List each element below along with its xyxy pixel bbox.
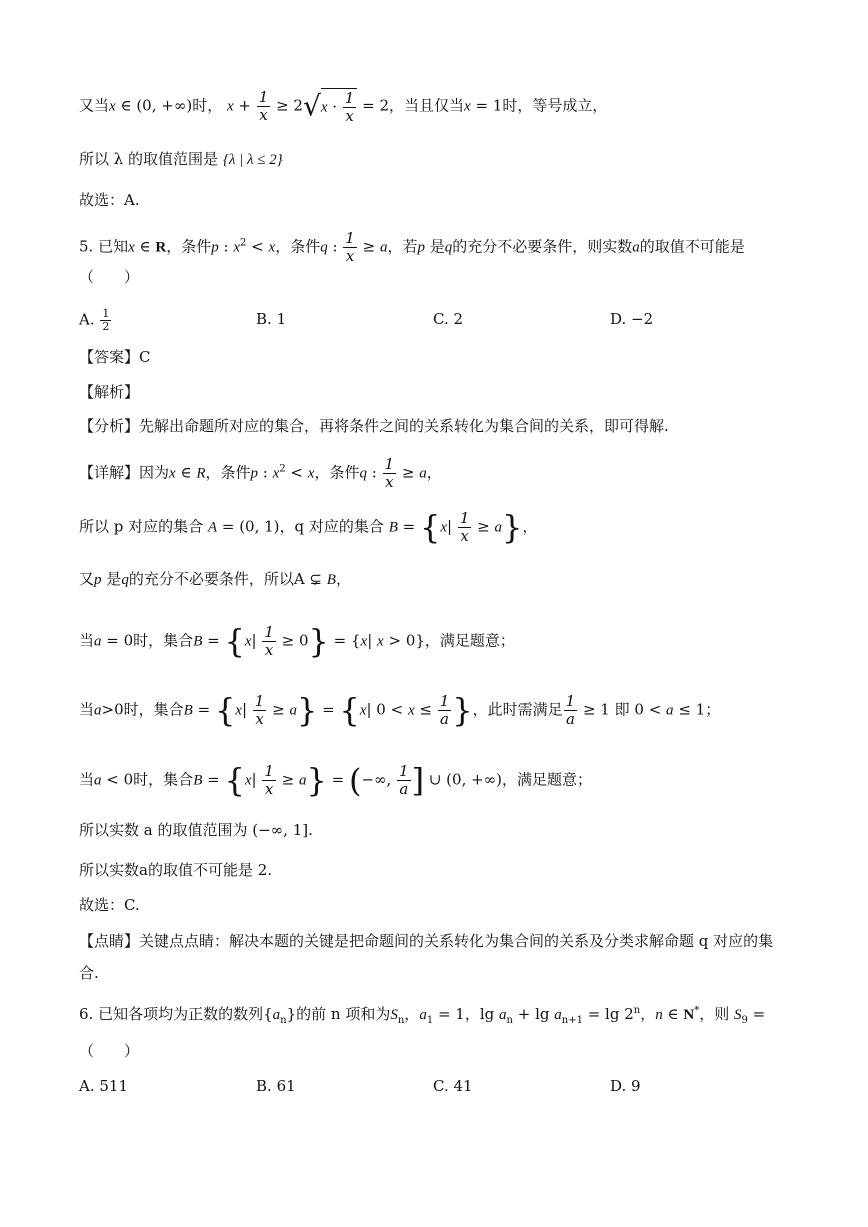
- text: 的充分不必要条件，则实数: [452, 237, 633, 256]
- case-a-zero: 当a = 0时，集合B = {x| $\frac{1}{x}$ ≥ 0} = {x| x > 0}，满足题意；: [79, 622, 515, 661]
- text: 当: [79, 631, 95, 650]
- text: 【详解】因为: [79, 463, 170, 482]
- answer-label: [79, 346, 808, 368]
- text: 是: [106, 570, 122, 588]
- text: ，若: [387, 237, 418, 256]
- q5-option-d: [610, 308, 653, 330]
- text: 5. 已知: [79, 237, 129, 256]
- text: 时，集合: [123, 700, 184, 719]
- text: 即: [614, 700, 630, 719]
- text: 故选：C.: [79, 896, 140, 914]
- q5-option-a: A. $\frac{1}{2}$: [79, 307, 110, 333]
- option-label: B.: [256, 1077, 272, 1095]
- option-value: 61: [276, 1077, 296, 1095]
- q6-option-b: [256, 1075, 296, 1097]
- option-value: 511: [99, 1077, 129, 1095]
- text: 时，: [192, 96, 223, 115]
- question-5-stem: 5. 已知x ∈ R，条件p : $x^2 < x$，条件q : $\frac{1}{x}$ ≥ a，若p 是q的充分不必要条件，则实数a的取值不可能是: [79, 229, 745, 265]
- option-label: B.: [256, 310, 272, 328]
- q6-option-c: [433, 1075, 473, 1097]
- choose-c-line: [79, 894, 808, 916]
- text: 时，集合: [133, 770, 194, 789]
- text: 时，集合: [133, 631, 194, 650]
- option-label: A.: [79, 310, 95, 329]
- option-value: −2: [631, 310, 654, 328]
- text: 【解析】: [79, 383, 140, 401]
- text: 的取值不可能是: [639, 237, 745, 256]
- question-6-paren: [79, 1040, 808, 1062]
- math-set: {λ | λ ≤ 2}: [222, 152, 283, 168]
- text: 所以 λ 的取值范围是: [79, 150, 219, 168]
- text: 合.: [79, 964, 99, 982]
- case-a-negative: 当a < 0时，集合B = {x| $\frac{1}{x}$ ≥ a} = (−∞, $\frac{1}{a}$ ] ∪ (0, +∞)，满足题意；: [79, 761, 593, 800]
- text: ，满足题意；: [424, 631, 515, 650]
- text: ，此时需满足: [472, 700, 563, 719]
- text: 又: [79, 570, 95, 588]
- option-value: 9: [631, 1077, 641, 1095]
- option-label: D.: [610, 310, 627, 328]
- text: ，条件: [275, 237, 321, 256]
- text: 又当: [79, 96, 110, 115]
- text: 当: [79, 700, 95, 719]
- text: 当: [79, 770, 95, 789]
- text: 所以实数a的取值不可能是 2.: [79, 861, 273, 879]
- fenxi-paragraph: [79, 415, 808, 437]
- text: 是: [429, 237, 445, 256]
- line-lambda-range: [79, 148, 808, 171]
- text: 所以实数 a 的取值范围为: [79, 821, 248, 839]
- text: 的前 n 项和为: [296, 1005, 391, 1023]
- line-choose-a: [79, 189, 808, 211]
- question-6-stem: 6. 已知各项均为正数的数列$\{a_n\}$的前 n 项和为$S_n$，$a_1 = 1$，$\lg a_n + \lg a_{n+1} = \lg 2^n$，n ∈ N*，则 $S_9$ =: [79, 1005, 766, 1026]
- text: （ ）: [79, 1042, 140, 1060]
- q6-option-d: [610, 1075, 641, 1097]
- text: ，当且仅当: [389, 96, 465, 115]
- q5-option-b: [256, 308, 286, 330]
- option-label: A.: [79, 1077, 95, 1095]
- not-possible-line: [79, 859, 808, 881]
- text: 【答案】C: [79, 348, 151, 366]
- text: ，条件: [166, 237, 212, 256]
- xiangjie-line: 【详解】因为x ∈ R，条件p : $x^2 < x$，条件q : $\frac{1}{x}$ ≥ a，: [79, 455, 442, 491]
- case-a-positive: 当a>0时，集合B = {x| $\frac{1}{x}$ ≥ a} = {x| 0 < x ≤ $\frac{1}{a}$ }，此时需满足 $\frac{1}{a}$ ≥ 1 即 0 < a ≤ 1；: [79, 691, 721, 730]
- analysis-label: [79, 381, 808, 403]
- text: ，满足题意；: [502, 770, 593, 789]
- line-equality-condition: 又当x ∈ (0, +∞)时， x + $\frac{1}{x}$ ≥ 2√x · $\frac{1}{x}$ = 2，当且仅当x = 1时，等号成立，: [79, 88, 608, 125]
- q6-option-a: [79, 1075, 128, 1097]
- option-value: 41: [453, 1077, 473, 1095]
- option-value: 1: [276, 310, 287, 328]
- dianjing-line-2: [79, 962, 808, 984]
- option-label: C.: [433, 1077, 449, 1095]
- range-line: 所以实数 a 的取值范围为 (−∞, 1].: [79, 821, 313, 839]
- text: 【点睛】关键点点睛：解决本题的关键是把命题间的关系转化为集合间的关系及分类求解命题 q 对应的集: [79, 932, 774, 950]
- text: 时，等号成立，: [502, 96, 608, 115]
- text: ，条件: [314, 463, 360, 482]
- option-label: D.: [610, 1077, 627, 1095]
- text: 【分析】先解出命题所对应的集合，再将条件之间的关系转化为集合间的关系，即可得解.: [79, 417, 669, 435]
- option-value: 2: [453, 310, 464, 328]
- text: ，q 对应的集合: [279, 517, 384, 536]
- q5-option-c: [433, 308, 463, 330]
- text: 所以 p 对应的集合: [79, 517, 204, 536]
- text: 6. 已知各项均为正数的数列: [79, 1005, 264, 1023]
- option-label: C.: [433, 310, 449, 328]
- question-5-paren: [79, 266, 808, 288]
- sets-line: 所以 p 对应的集合 A = (0, 1)，q 对应的集合 B = {x| $\frac{1}{x}$ ≥ a}，: [79, 508, 538, 547]
- subset-line: 又p 是q的充分不必要条件，所以A ⊊ B，: [79, 570, 351, 588]
- text: 故选：A.: [79, 191, 140, 209]
- text: ，条件: [205, 463, 251, 482]
- text: （ ）: [79, 268, 140, 286]
- text: 的充分不必要条件，所以: [128, 570, 294, 588]
- dianjing-line-1: [79, 930, 808, 952]
